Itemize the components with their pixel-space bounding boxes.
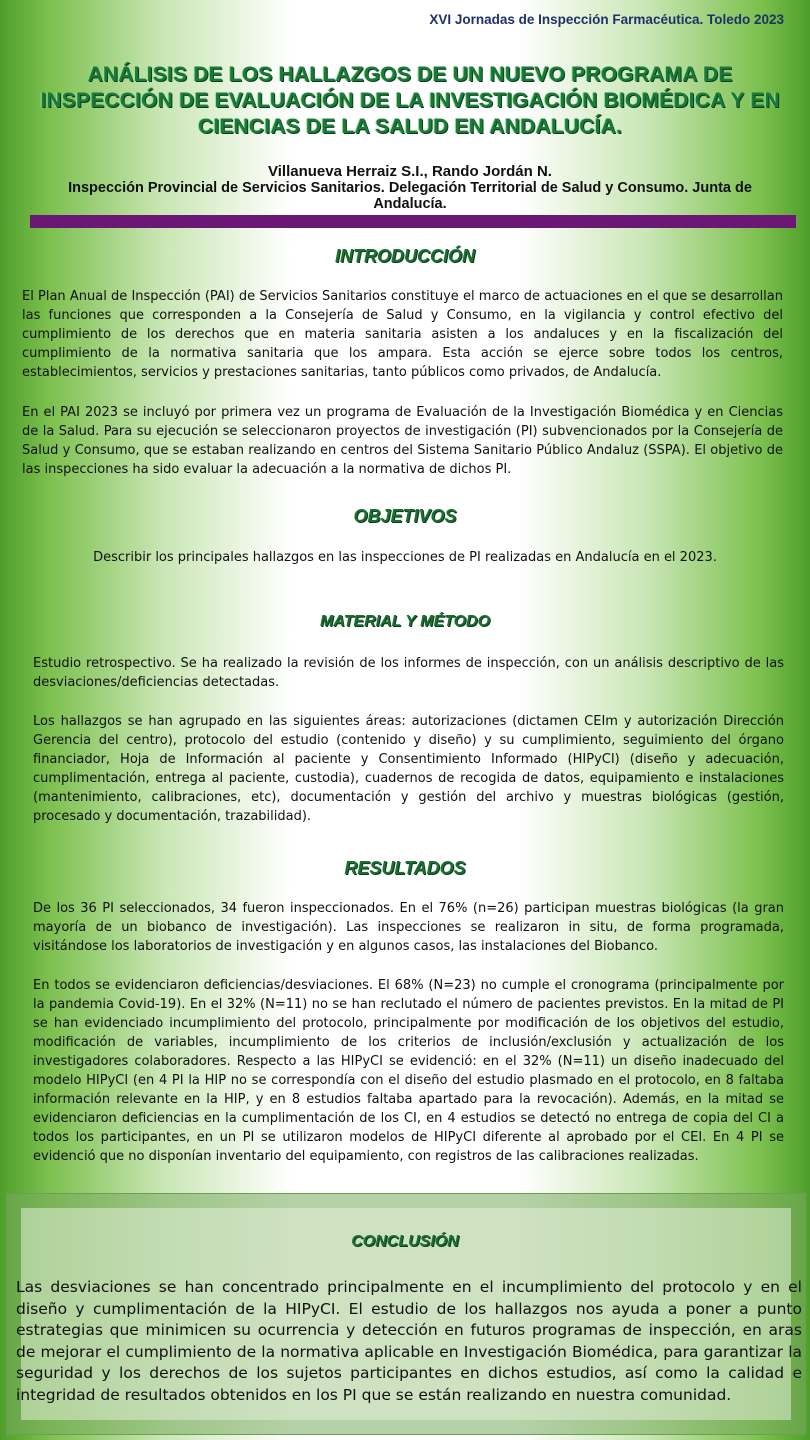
results-paragraph-2: En todos se evidenciaron deficiencias/desviaciones. El 68% (N=23) no cumple el cronograma (principalmente por la pandemia Covid-19). En el 32% (N=11) no se han reclutado el número de pacientes previstos. En la mitad de PI se han evidenciado incumplimiento del protocolo, principalmente por modificación de los objetivos del estudio, modificación de variables, incumplimiento de los criterios de inclusión/exclusión y actualización de los investigadores colaboradores. Respecto a las HIPyCI se evidenció: en el 32% (N=11) un diseño inadecuado del modelo HIPyCI (en 4 PI la HIP no se correspondía con el diseño del estudio plasmado en el protocolo, en 8 faltaba información relevante en la HIP, y en 8 estudios faltaba apartado para la revocación). Además, en la mitad se evidenciaron deficiencias en la cumplimentación de los CI, en 4 estudios se detectó no entrega de copia del CI a todos los participantes, en un PI se utilizaron modelos de HIPyCI diferente al aprobado por el CEI. En 4 PI se evidenció que no disponían inventario del equipamiento, con registros de las calibraciones realizadas. bbox=[33, 978, 784, 1164]
results-paragraph-1: De los 36 PI seleccionados, 34 fueron inspeccionados. En el 76% (n=26) participan muestras biológicas (la gran mayoría de un biobanco de investigación). Las inspecciones se realizaron in situ, de forma programada, visitándose los laboratorios de investigación y en algunos casos, las instalaciones del Biobanco. bbox=[33, 901, 784, 954]
method-paragraph-1: Estudio retrospectivo. Se ha realizado la revisión de los informes de inspección, con un análisis descriptivo de las desviaciones/deficiencias detectadas. bbox=[33, 656, 784, 690]
event-header: XVI Jornadas de Inspección Farmacéutica. Toledo 2023 bbox=[429, 12, 784, 27]
conclusion-text: Las desviaciones se han concentrado principalmente en el incumplimiento del protocolo y en el diseño y cumplimentación de la HIPyCI. El estudio de los hallazgos nos ayuda a poner a punto estrategias que minimicen su ocurrencia y detección en futuros programas de inspección, en aras de mejorar el cumplimiento de la normativa aplicable en Investigación Biomédica, para garantizar la seguridad y los derechos de los sujetos participantes en dichos estudios, así como la calidad e integridad de resultados obtenidos en los PI que se están realizando en nuestra comunidad. bbox=[16, 1278, 802, 1404]
method-heading: MATERIAL Y MÉTODO bbox=[319, 613, 491, 630]
affiliation: Inspección Provincial de Servicios Sanitarios. Delegación Territorial de Salud y Consumo. Junta de Andalucía. bbox=[68, 180, 752, 212]
conclusion-heading: CONCLUSIÓN bbox=[351, 1233, 459, 1250]
results-heading: RESULTADOS bbox=[344, 858, 466, 878]
intro-heading: INTRODUCCIÓN bbox=[335, 246, 475, 266]
poster-title: ANÁLISIS DE LOS HALLAZGOS DE UN NUEVO PROGRAMA DE INSPECCIÓN DE EVALUACIÓN DE LA INVESTIGACIÓN BIOMÉDICA Y EN CIENCIAS DE LA SALUD EN ANDALUCÍA. bbox=[40, 63, 780, 138]
intro-paragraph-1: El Plan Anual de Inspección (PAI) de Servicios Sanitarios constituye el marco de actuaciones en el que se desarrollan las funciones que corresponden a la Consejería de Salud y Consumo, en la vigilancia y control efectivo del cumplimiento de los derechos que en materia sanitaria asisten a los andaluces y en la fiscalización del cumplimiento de la normativa sanitaria que los ampara. Esta acción se ejerce sobre todos los centros, establecimientos, servicios y prestaciones sanitarias, tanto públicos como privados, de Andalucía. bbox=[22, 289, 783, 380]
objectives-heading: OBJETIVOS bbox=[353, 506, 457, 526]
method-paragraph-2: Los hallazgos se han agrupado en las siguientes áreas: autorizaciones (dictamen CEIm y autorización Dirección Gerencia del centro), protocolo del estudio (contenido y diseño) y su cumplimiento, seguimiento del órgano financiador, Hoja de Información al paciente y Consentimiento Informado (HIPyCI) (diseño y adecuación, cumplimentación, entrega al paciente, custodia), cuadernos de recogida de datos, equipamiento e instalaciones (mantenimiento, calibraciones, etc), documentación y gestión del archivo y muestras biológicas (gestión, procesado y documentación, trazabilidad). bbox=[33, 714, 784, 824]
title-divider-bar bbox=[30, 215, 796, 228]
objectives-text: Describir los principales hallazgos en las inspecciones de PI realizadas en Andalucía en el 2023. bbox=[93, 550, 717, 565]
intro-paragraph-2: En el PAI 2023 se incluyó por primera vez un programa de Evaluación de la Investigación Biomédica y en Ciencias de la Salud. Para su ejecución se seleccionaron proyectos de investigación (PI) subvencionados por la Consejería de Salud y Consumo, que se estaban realizando en centros del Sistema Sanitario Público Andaluz (SSPA). El objetivo de las inspecciones ha sido evaluar la adecuación a la normativa de dichos PI. bbox=[22, 405, 783, 477]
authors: Villanueva Herraiz S.I., Rando Jordán N. bbox=[268, 163, 552, 180]
